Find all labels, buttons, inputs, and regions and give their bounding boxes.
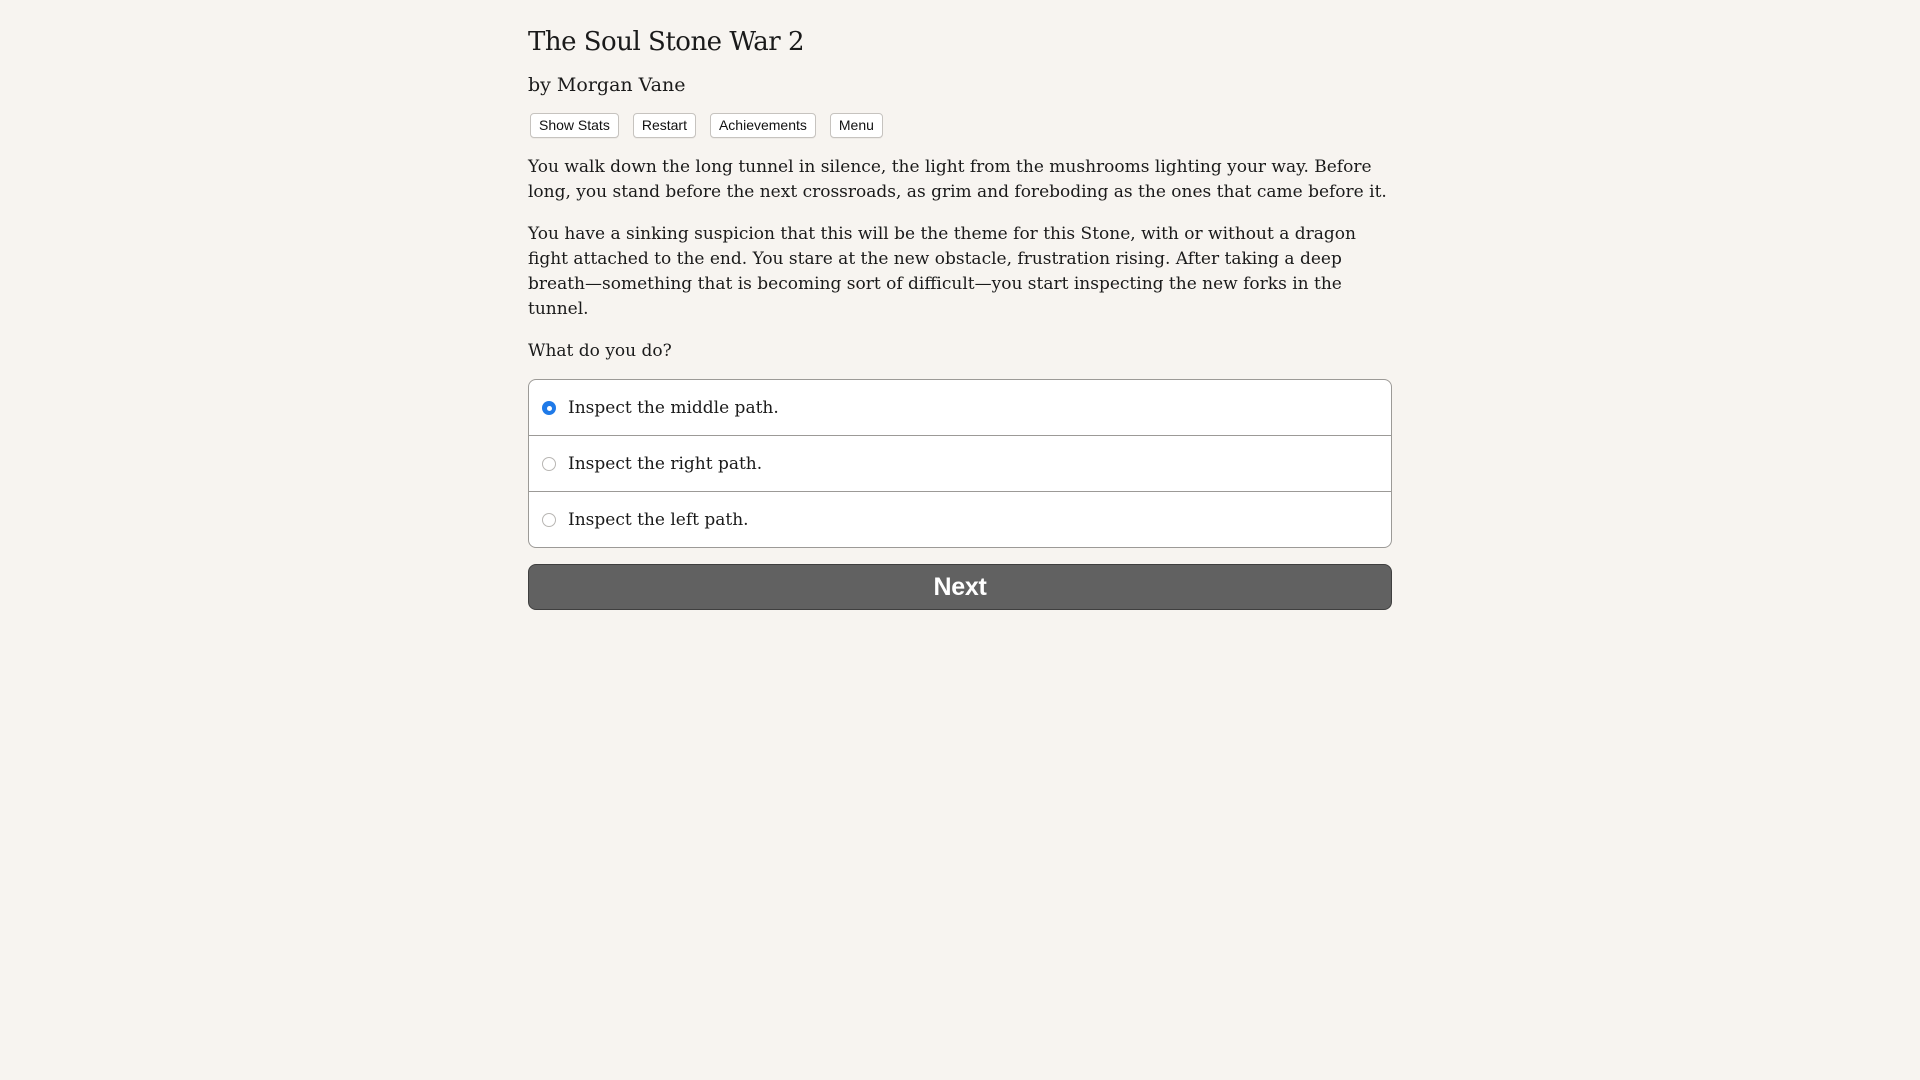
- choice-option-middle[interactable]: [529, 380, 1391, 435]
- choice-label: Inspect the left path.: [568, 509, 749, 530]
- menu-button[interactable]: Menu: [830, 113, 883, 138]
- author-byline: by Morgan Vane: [528, 74, 686, 96]
- story-paragraph: You walk down the long tunnel in silence, the light from the mushrooms lighting your way. Before long, you stand before the next crossroads, as grim and foreboding as the ones that came before it.: [528, 157, 1387, 202]
- choice-list: [528, 379, 1392, 548]
- choice-option-right[interactable]: [529, 435, 1391, 491]
- radio-unselected-icon[interactable]: [542, 513, 556, 527]
- restart-button[interactable]: Restart: [633, 113, 696, 138]
- next-button[interactable]: Next: [528, 564, 1392, 610]
- choice-label: Inspect the middle path.: [568, 397, 779, 418]
- prompt-question: What do you do?: [528, 341, 672, 361]
- game-title: The Soul Stone War 2: [528, 27, 805, 57]
- game-container: [528, 20, 1392, 610]
- choice-label: Inspect the right path.: [568, 453, 763, 474]
- achievements-button[interactable]: Achievements: [710, 113, 816, 138]
- story-paragraph: You have a sinking suspicion that this will be the theme for this Stone, with or without a dragon fight attached to the end. You stare at the new obstacle, frustration rising. After taking a deep breath—something that is becoming sort of difficult—you start inspecting the new forks in the tunnel.: [528, 224, 1356, 319]
- radio-selected-icon[interactable]: [542, 401, 556, 415]
- show-stats-button[interactable]: Show Stats: [530, 113, 619, 138]
- radio-unselected-icon[interactable]: [542, 457, 556, 471]
- choice-option-left[interactable]: [529, 491, 1391, 547]
- toolbar: [528, 113, 1392, 138]
